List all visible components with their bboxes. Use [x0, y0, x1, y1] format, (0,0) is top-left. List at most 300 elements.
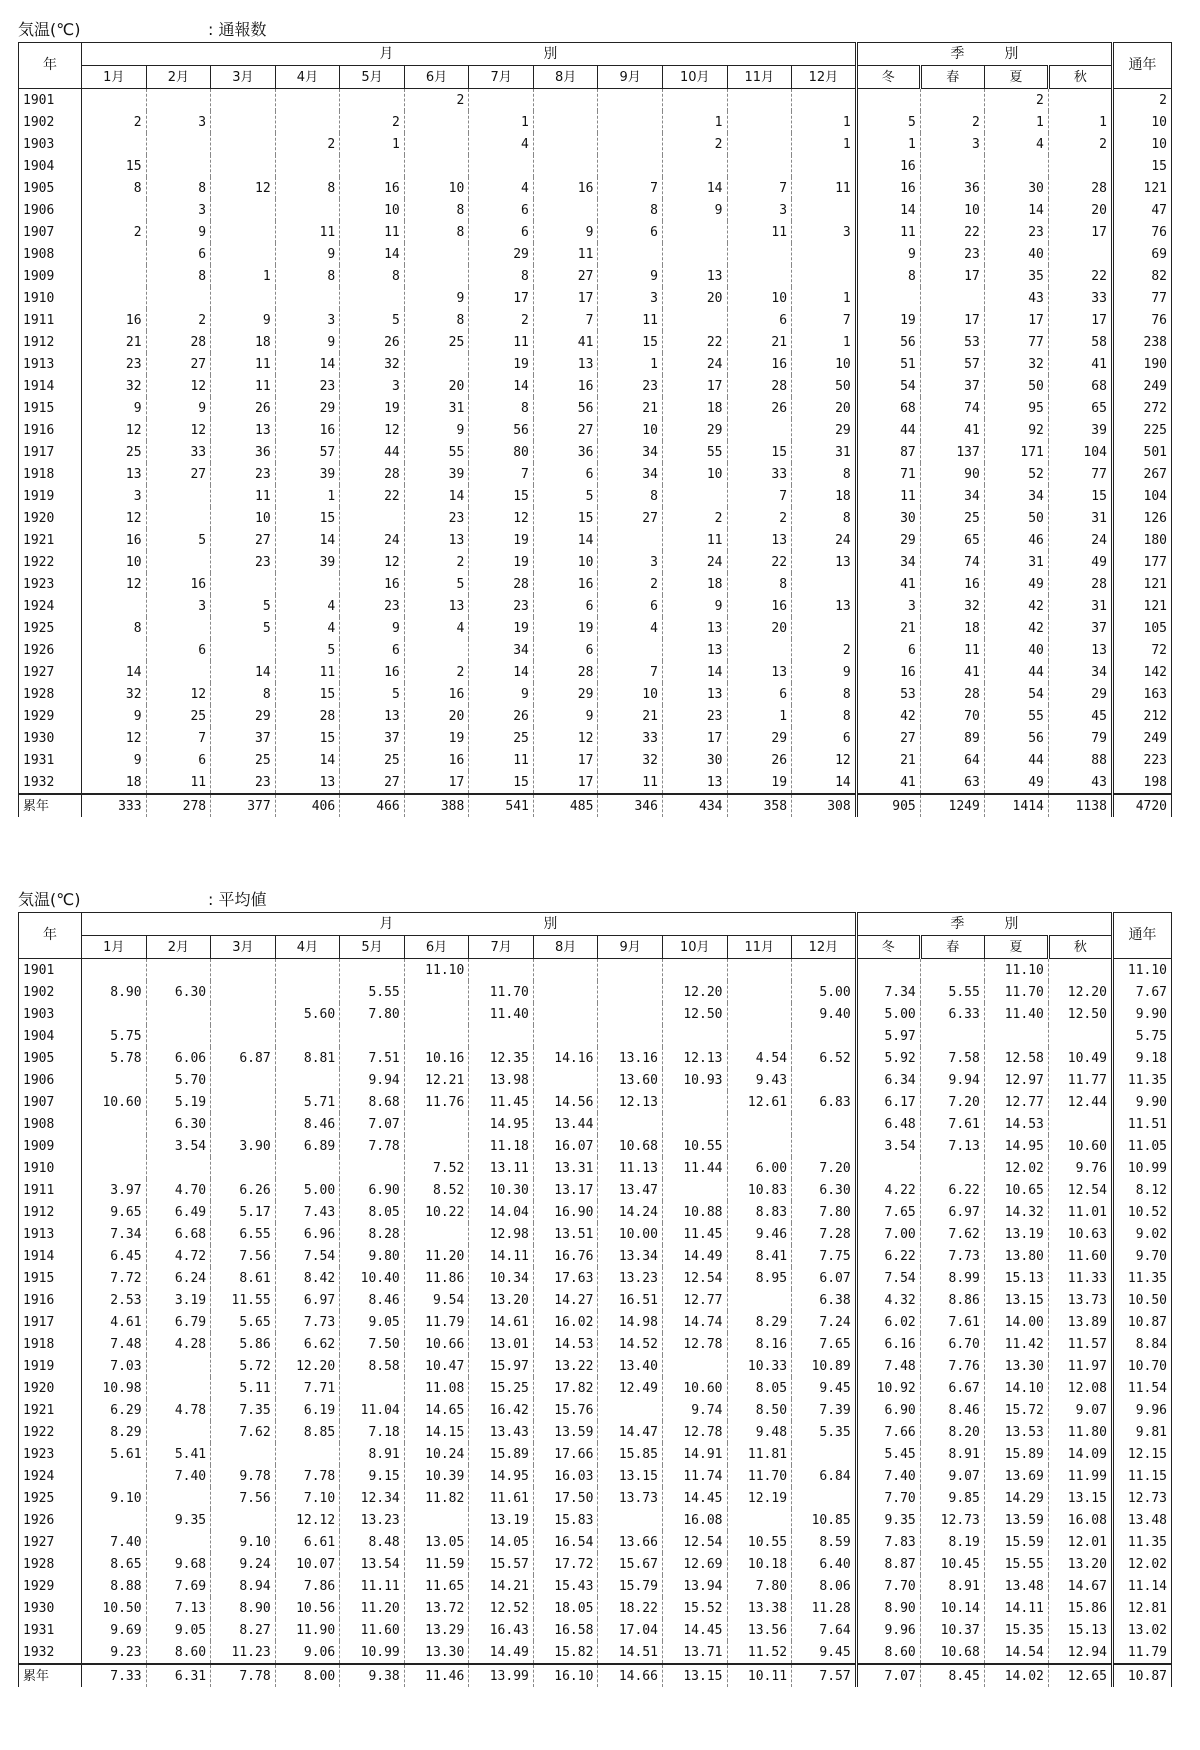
season-value-cell: 28 — [1048, 177, 1112, 199]
month-value-cell — [404, 1509, 469, 1531]
month-value-cell: 7.86 — [275, 1575, 340, 1597]
month-value-cell: 18 — [662, 573, 727, 595]
season-value-cell: 14.95 — [984, 1135, 1048, 1157]
month-value-cell: 23 — [340, 595, 405, 617]
year-cell: 1917 — [19, 441, 82, 463]
month-value-cell: 36 — [211, 441, 276, 463]
month-value-cell — [662, 221, 727, 243]
table-row — [19, 177, 1172, 199]
season-value-cell — [920, 155, 984, 177]
month-value-cell: 15 — [275, 507, 340, 529]
month-value-cell: 2 — [598, 573, 663, 595]
month-value-cell: 9 — [533, 705, 598, 727]
annual-value-cell: 10.87 — [1112, 1311, 1171, 1333]
month-value-cell: 13.66 — [598, 1531, 663, 1553]
summary-month-cell: 278 — [146, 794, 211, 817]
season-value-cell: 29 — [856, 529, 920, 551]
month-value-cell: 7 — [727, 177, 792, 199]
season-value-cell: 70 — [920, 705, 984, 727]
month-value-cell: 13.72 — [404, 1597, 469, 1619]
season-value-cell: 7.76 — [920, 1355, 984, 1377]
month-value-cell: 14.47 — [598, 1421, 663, 1443]
annual-value-cell: 5.75 — [1112, 1025, 1171, 1047]
month-value-cell: 28 — [340, 463, 405, 485]
month-value-cell: 14.51 — [598, 1641, 663, 1664]
year-cell: 1907 — [19, 221, 82, 243]
month-value-cell: 8.81 — [275, 1047, 340, 1069]
month-value-cell: 9.46 — [727, 1223, 792, 1245]
season-value-cell: 8 — [856, 265, 920, 287]
season-value-cell: 14.32 — [984, 1201, 1048, 1223]
month-value-cell: 14.11 — [469, 1245, 534, 1267]
month-value-cell: 14.49 — [662, 1245, 727, 1267]
table-row — [19, 661, 1172, 683]
month-value-cell — [404, 243, 469, 265]
month-value-cell — [792, 89, 857, 112]
season-value-cell: 6.22 — [856, 1245, 920, 1267]
year-cell: 1915 — [19, 1267, 82, 1289]
season-value-cell: 7.54 — [856, 1267, 920, 1289]
month-value-cell: 22 — [727, 551, 792, 573]
month-value-cell: 11.45 — [469, 1091, 534, 1113]
month-value-cell: 6.84 — [792, 1465, 857, 1487]
month-value-cell: 2 — [662, 133, 727, 155]
year-cell: 1908 — [19, 1113, 82, 1135]
season-value-cell: 32 — [920, 595, 984, 617]
month-value-cell: 10 — [340, 199, 405, 221]
month-value-cell: 10.00 — [598, 1223, 663, 1245]
month-value-cell — [82, 1113, 147, 1135]
season-value-cell: 65 — [1048, 397, 1112, 419]
month-value-cell — [211, 1443, 276, 1465]
month-value-cell: 7.73 — [275, 1311, 340, 1333]
month-value-cell: 28 — [469, 573, 534, 595]
month-value-cell: 12.69 — [662, 1553, 727, 1575]
month-value-cell: 14 — [469, 661, 534, 683]
month-value-cell: 13 — [340, 705, 405, 727]
month-value-cell: 11 — [211, 375, 276, 397]
table-row — [19, 463, 1172, 485]
season-value-cell — [856, 1157, 920, 1179]
month-value-cell — [211, 155, 276, 177]
caption-subtitle: : 平均値 — [208, 890, 267, 909]
month-value-cell — [533, 959, 598, 982]
month-value-cell — [275, 959, 340, 982]
summary-row — [19, 794, 1172, 817]
month-value-cell: 24 — [662, 353, 727, 375]
month-value-cell: 12.49 — [598, 1377, 663, 1399]
month-header: 7月 — [469, 66, 534, 89]
month-value-cell: 23 — [211, 463, 276, 485]
month-value-cell: 26 — [727, 749, 792, 771]
season-value-cell: 14.11 — [984, 1597, 1048, 1619]
year-cell: 1918 — [19, 1333, 82, 1355]
table-row — [19, 1245, 1172, 1267]
year-cell: 1925 — [19, 617, 82, 639]
season-value-cell: 13.20 — [1048, 1553, 1112, 1575]
month-value-cell: 6 — [469, 221, 534, 243]
annual-value-cell: 12.02 — [1112, 1553, 1171, 1575]
month-value-cell: 10.66 — [404, 1333, 469, 1355]
table-row — [19, 1553, 1172, 1575]
season-value-cell: 4 — [984, 133, 1048, 155]
month-value-cell: 11.08 — [404, 1377, 469, 1399]
season-value-cell: 8.46 — [920, 1399, 984, 1421]
month-value-cell: 28 — [727, 375, 792, 397]
month-value-cell: 29 — [211, 705, 276, 727]
season-value-cell: 53 — [856, 683, 920, 705]
season-value-cell: 49 — [1048, 551, 1112, 573]
year-cell: 1932 — [19, 771, 82, 794]
month-value-cell: 6.49 — [146, 1201, 211, 1223]
month-value-cell: 7.62 — [211, 1421, 276, 1443]
month-value-cell: 9 — [82, 397, 147, 419]
season-value-cell: 7.62 — [920, 1223, 984, 1245]
month-value-cell — [792, 1443, 857, 1465]
season-value-cell: 7.48 — [856, 1355, 920, 1377]
season-value-cell: 15 — [1048, 485, 1112, 507]
month-value-cell: 15.97 — [469, 1355, 534, 1377]
month-value-cell: 55 — [662, 441, 727, 463]
month-value-cell — [662, 959, 727, 982]
month-value-cell — [211, 1003, 276, 1025]
season-value-cell: 6.90 — [856, 1399, 920, 1421]
month-value-cell — [146, 551, 211, 573]
season-value-cell: 13.15 — [1048, 1487, 1112, 1509]
annual-value-cell: 163 — [1112, 683, 1171, 705]
summary-month-cell: 10.11 — [727, 1664, 792, 1687]
season-value-cell: 13 — [1048, 639, 1112, 661]
month-value-cell: 6.38 — [792, 1289, 857, 1311]
season-value-cell: 5.00 — [856, 1003, 920, 1025]
month-value-cell — [404, 1223, 469, 1245]
annual-value-cell: 121 — [1112, 595, 1171, 617]
season-value-cell: 79 — [1048, 727, 1112, 749]
month-value-cell: 23 — [469, 595, 534, 617]
month-value-cell: 11 — [598, 309, 663, 331]
annual-value-cell: 7.67 — [1112, 981, 1171, 1003]
month-value-cell: 31 — [404, 397, 469, 419]
year-cell: 1914 — [19, 375, 82, 397]
year-cell: 1914 — [19, 1245, 82, 1267]
season-value-cell: 71 — [856, 463, 920, 485]
month-value-cell: 4 — [598, 617, 663, 639]
month-value-cell: 29 — [469, 243, 534, 265]
month-value-cell: 2 — [275, 133, 340, 155]
month-value-cell: 6.24 — [146, 1267, 211, 1289]
month-value-cell: 17.66 — [533, 1443, 598, 1465]
month-value-cell: 4.61 — [82, 1311, 147, 1333]
month-value-cell: 17 — [533, 749, 598, 771]
month-value-cell: 10 — [82, 551, 147, 573]
month-value-cell — [146, 959, 211, 982]
month-value-cell — [404, 639, 469, 661]
season-value-cell: 16 — [856, 661, 920, 683]
summary-month-cell: 16.10 — [533, 1664, 598, 1687]
annual-value-cell: 126 — [1112, 507, 1171, 529]
month-value-cell: 13.22 — [533, 1355, 598, 1377]
season-value-cell — [920, 1157, 984, 1179]
month-value-cell: 7.24 — [792, 1311, 857, 1333]
month-value-cell: 11.13 — [598, 1157, 663, 1179]
season-value-cell: 3 — [920, 133, 984, 155]
annual-value-cell: 11.10 — [1112, 959, 1171, 982]
month-value-cell: 6.19 — [275, 1399, 340, 1421]
season-value-cell: 13.53 — [984, 1421, 1048, 1443]
month-value-cell: 8.85 — [275, 1421, 340, 1443]
season-value-cell: 5 — [856, 111, 920, 133]
table-row — [19, 1289, 1172, 1311]
month-value-cell: 10.85 — [792, 1509, 857, 1531]
season-value-cell: 9.96 — [856, 1619, 920, 1641]
season-value-cell: 8.91 — [920, 1575, 984, 1597]
month-value-cell: 12.35 — [469, 1047, 534, 1069]
season-value-cell: 16 — [856, 177, 920, 199]
month-value-cell: 3 — [275, 309, 340, 331]
month-value-cell: 9.24 — [211, 1553, 276, 1575]
month-value-cell — [275, 1069, 340, 1091]
month-value-cell — [727, 959, 792, 982]
month-value-cell: 6 — [146, 639, 211, 661]
season-group-label: 季 — [950, 915, 965, 932]
season-value-cell: 45 — [1048, 705, 1112, 727]
header-group-row — [19, 913, 1172, 936]
month-value-cell: 9.78 — [211, 1465, 276, 1487]
month-value-cell — [598, 639, 663, 661]
year-cell: 1905 — [19, 177, 82, 199]
season-value-cell: 12.58 — [984, 1047, 1048, 1069]
season-value-cell: 11.70 — [984, 981, 1048, 1003]
month-value-cell: 9 — [792, 661, 857, 683]
season-value-cell: 41 — [856, 573, 920, 595]
month-value-cell: 8 — [146, 177, 211, 199]
month-header: 8月 — [533, 936, 598, 959]
month-value-cell: 17.50 — [533, 1487, 598, 1509]
season-value-cell: 34 — [1048, 661, 1112, 683]
month-value-cell: 14.95 — [469, 1113, 534, 1135]
month-value-cell: 5 — [340, 683, 405, 705]
summary-month-cell: 541 — [469, 794, 534, 817]
year-cell: 1924 — [19, 1465, 82, 1487]
month-value-cell: 27 — [533, 419, 598, 441]
season-value-cell: 7.34 — [856, 981, 920, 1003]
month-value-cell: 15 — [275, 727, 340, 749]
month-value-cell: 19 — [533, 617, 598, 639]
month-value-cell — [340, 155, 405, 177]
month-value-cell: 6 — [598, 595, 663, 617]
month-value-cell: 8.58 — [340, 1355, 405, 1377]
month-value-cell: 3 — [146, 595, 211, 617]
season-value-cell: 5.45 — [856, 1443, 920, 1465]
month-value-cell: 5.17 — [211, 1201, 276, 1223]
month-value-cell: 10 — [662, 463, 727, 485]
month-value-cell: 17.82 — [533, 1377, 598, 1399]
table-row — [19, 441, 1172, 463]
month-value-cell: 4 — [469, 177, 534, 199]
month-value-cell: 10.07 — [275, 1553, 340, 1575]
table-row — [19, 683, 1172, 705]
month-value-cell: 9.05 — [146, 1619, 211, 1641]
month-value-cell: 8.65 — [82, 1553, 147, 1575]
month-value-cell: 34 — [598, 441, 663, 463]
month-value-cell: 1 — [211, 265, 276, 287]
month-value-cell: 4 — [275, 617, 340, 639]
month-value-cell: 9 — [469, 683, 534, 705]
month-value-cell: 29 — [533, 683, 598, 705]
summary-month-cell: 6.31 — [146, 1664, 211, 1687]
month-value-cell: 12.34 — [340, 1487, 405, 1509]
summary-month-cell: 434 — [662, 794, 727, 817]
season-value-cell: 11 — [920, 639, 984, 661]
season-header: 秋 — [1048, 936, 1112, 959]
season-value-cell — [856, 959, 920, 982]
month-value-cell — [727, 243, 792, 265]
month-value-cell: 11.82 — [404, 1487, 469, 1509]
month-value-cell: 5.65 — [211, 1311, 276, 1333]
table-row — [19, 155, 1172, 177]
season-value-cell: 18 — [920, 617, 984, 639]
month-value-cell: 27 — [211, 529, 276, 551]
season-value-cell: 4.32 — [856, 1289, 920, 1311]
table-row — [19, 1531, 1172, 1553]
month-value-cell: 1 — [340, 133, 405, 155]
summary-season-cell: 12.65 — [1048, 1664, 1112, 1687]
season-value-cell: 25 — [920, 507, 984, 529]
season-value-cell: 33 — [1048, 287, 1112, 309]
month-value-cell: 10.88 — [662, 1201, 727, 1223]
month-value-cell — [146, 155, 211, 177]
month-value-cell — [404, 1135, 469, 1157]
season-value-cell: 14.53 — [984, 1113, 1048, 1135]
month-value-cell: 8 — [211, 683, 276, 705]
month-value-cell: 1 — [275, 485, 340, 507]
season-value-cell: 5.97 — [856, 1025, 920, 1047]
month-value-cell — [598, 1003, 663, 1025]
season-value-cell: 31 — [1048, 507, 1112, 529]
season-value-cell: 55 — [984, 705, 1048, 727]
month-value-cell: 7.56 — [211, 1487, 276, 1509]
month-value-cell: 8.05 — [340, 1201, 405, 1223]
month-value-cell — [533, 89, 598, 112]
month-value-cell: 14.16 — [533, 1047, 598, 1069]
month-value-cell — [340, 959, 405, 982]
month-value-cell: 11.60 — [340, 1619, 405, 1641]
month-value-cell: 22 — [340, 485, 405, 507]
month-value-cell: 14 — [792, 771, 857, 794]
month-value-cell: 6 — [340, 639, 405, 661]
month-value-cell — [82, 287, 147, 309]
month-value-cell: 10.89 — [792, 1355, 857, 1377]
month-value-cell: 4.72 — [146, 1245, 211, 1267]
table-row — [19, 133, 1172, 155]
month-value-cell: 7.40 — [146, 1465, 211, 1487]
month-value-cell: 8.52 — [404, 1179, 469, 1201]
month-value-cell: 1 — [662, 111, 727, 133]
season-value-cell: 10.49 — [1048, 1047, 1112, 1069]
month-value-cell: 12.61 — [727, 1091, 792, 1113]
month-value-cell — [792, 959, 857, 982]
month-value-cell: 11 — [662, 529, 727, 551]
year-cell: 1909 — [19, 1135, 82, 1157]
table-row — [19, 397, 1172, 419]
table-row — [19, 1047, 1172, 1069]
month-header: 12月 — [792, 66, 857, 89]
month-value-cell: 14.15 — [404, 1421, 469, 1443]
month-value-cell: 12 — [340, 419, 405, 441]
annual-value-cell: 9.70 — [1112, 1245, 1171, 1267]
season-value-cell: 31 — [984, 551, 1048, 573]
month-value-cell: 16 — [146, 573, 211, 595]
season-value-cell — [856, 287, 920, 309]
month-value-cell: 25 — [146, 705, 211, 727]
month-value-cell: 13 — [662, 771, 727, 794]
month-value-cell — [82, 1003, 147, 1025]
season-header: 夏 — [984, 66, 1048, 89]
month-value-cell: 7.48 — [82, 1333, 147, 1355]
season-value-cell: 7.70 — [856, 1575, 920, 1597]
month-value-cell: 7.07 — [340, 1113, 405, 1135]
table-row — [19, 265, 1172, 287]
year-cell: 1901 — [19, 89, 82, 112]
month-value-cell: 8.60 — [146, 1641, 211, 1664]
season-value-cell — [984, 1025, 1048, 1047]
summary-row — [19, 1664, 1172, 1687]
annual-value-cell: 13.48 — [1112, 1509, 1171, 1531]
table-row — [19, 375, 1172, 397]
month-group-label-suffix: 別 — [543, 915, 558, 932]
month-value-cell: 18 — [82, 771, 147, 794]
year-cell: 1907 — [19, 1091, 82, 1113]
year-cell: 1913 — [19, 1223, 82, 1245]
season-value-cell: 15.13 — [1048, 1619, 1112, 1641]
month-value-cell: 55 — [404, 441, 469, 463]
month-value-cell — [146, 1531, 211, 1553]
season-value-cell: 11.99 — [1048, 1465, 1112, 1487]
month-value-cell: 5.55 — [340, 981, 405, 1003]
summary-season-cell: 7.07 — [856, 1664, 920, 1687]
month-value-cell: 3 — [146, 199, 211, 221]
season-value-cell: 54 — [856, 375, 920, 397]
month-value-cell: 15 — [533, 507, 598, 529]
year-cell: 1911 — [19, 309, 82, 331]
month-value-cell: 5.71 — [275, 1091, 340, 1113]
month-value-cell: 7.56 — [211, 1245, 276, 1267]
month-value-cell — [727, 111, 792, 133]
month-value-cell: 23 — [662, 705, 727, 727]
month-value-cell — [469, 89, 534, 112]
mean-value-block — [18, 888, 1172, 1687]
table-row — [19, 419, 1172, 441]
season-value-cell: 6.16 — [856, 1333, 920, 1355]
month-value-cell: 15 — [598, 331, 663, 353]
month-value-cell — [792, 1487, 857, 1509]
season-value-cell: 7.13 — [920, 1135, 984, 1157]
month-value-cell: 9.15 — [340, 1465, 405, 1487]
annual-value-cell: 11.79 — [1112, 1641, 1171, 1664]
month-value-cell — [82, 199, 147, 221]
month-value-cell — [727, 89, 792, 112]
month-value-cell: 18 — [662, 397, 727, 419]
month-value-cell: 28 — [146, 331, 211, 353]
month-value-cell: 10 — [792, 353, 857, 375]
month-value-cell: 14.65 — [404, 1399, 469, 1421]
month-value-cell: 13.94 — [662, 1575, 727, 1597]
month-value-cell: 32 — [598, 749, 663, 771]
month-value-cell: 10.83 — [727, 1179, 792, 1201]
month-header: 7月 — [469, 936, 534, 959]
month-value-cell: 50 — [792, 375, 857, 397]
month-value-cell: 13 — [82, 463, 147, 485]
